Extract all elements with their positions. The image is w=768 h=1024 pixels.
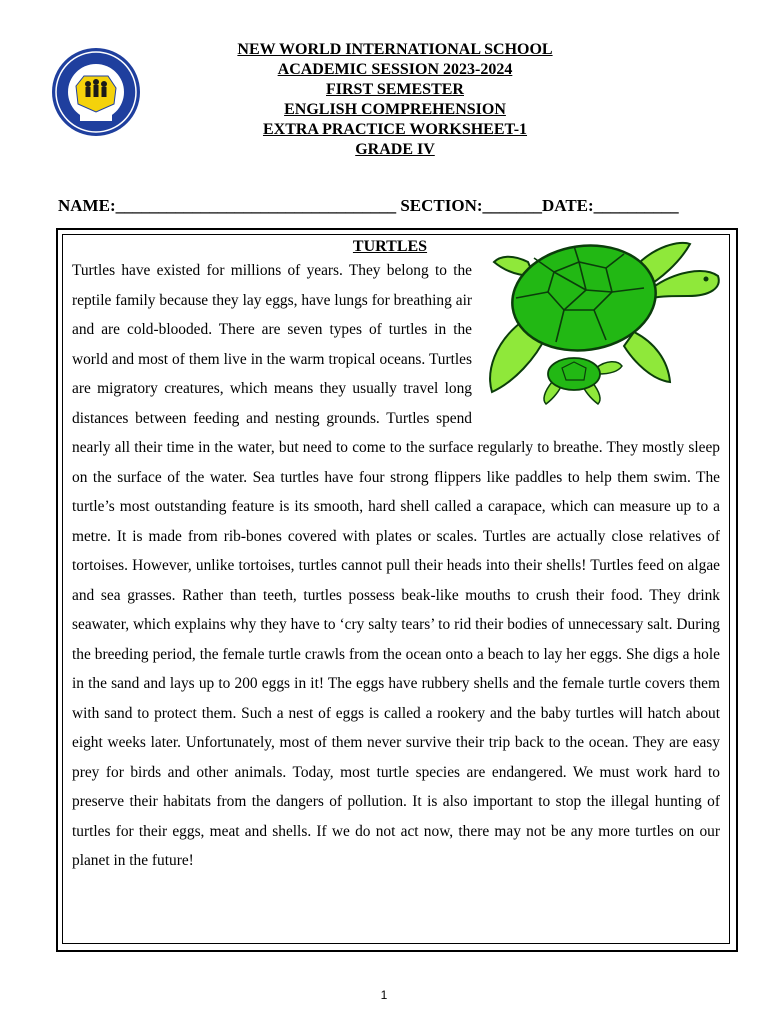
school-logo <box>50 46 142 138</box>
academic-session: ACADEMIC SESSION 2023-2024 <box>277 61 513 78</box>
page-number: 1 <box>380 988 388 1002</box>
passage-body: Turtles have existed for millions of years. They belong to the reptile family because they lay eggs, have lungs for breathing air and are cold-blooded. There are seven types of turtles in the world and most of them live in the warm tropical oceans. Turtles are migratory creatures, which means they usually travel long distances between feeding and nesting grounds. Turtles spend nearly all their time in the water, but need to come to the surface regularly to breathe. They mostly sleep on the surface of the water. Sea turtles have four strong flippers like paddles to help them swim. The turtle’s most outstanding feature is its smooth, hard shell called a carapace, which can measure up to a metre. It is made from rib-bones covered with plates or scales. Turtles are actually close relatives of tortoises. However, unlike tortoises, turtles cannot pull their heads into their shells! Turtles feed on algae and sea grasses. Rather than teeth, turtles possess beak-like mouths to crush their food. They drink seawater, which explains why they have to ‘cry salty tears’ to rid their bodies of unnecessary salt. During the breeding period, the female turtle crawls from the ocean onto a beach to lay her eggs. She digs a hole in the sand and lays up to 200 eggs in it! The eggs have rubbery shells and the female turtle covers them with sand to protect them. Such a nest of eggs is called a rookery and the baby turtles will hatch about eight weeks later. Unfortunately, most of them never survive their trip back to the ocean. They are easy prey for birds and other animals. Today, most turtle species are endangered. We must work hard to preserve their habitats from the dangers of pollution. It is also important to stop the illegal hunting of turtles for their eggs, meat and shells. If we do not act now, there may not be any more turtles on our planet in the future! <box>72 256 720 876</box>
subject: ENGLISH COMPREHENSION <box>284 101 506 118</box>
illustration-spacer <box>472 256 720 404</box>
worksheet-header <box>160 40 630 160</box>
semester: FIRST SEMESTER <box>326 81 464 98</box>
passage-title: TURTLES <box>352 238 428 255</box>
student-info-line: NAME:_________________________________ SECTION:_______DATE:__________ <box>58 196 679 215</box>
grade: GRADE IV <box>355 141 435 158</box>
worksheet-title: EXTRA PRACTICE WORKSHEET-1 <box>262 121 528 138</box>
school-name: NEW WORLD INTERNATIONAL SCHOOL <box>237 41 553 58</box>
